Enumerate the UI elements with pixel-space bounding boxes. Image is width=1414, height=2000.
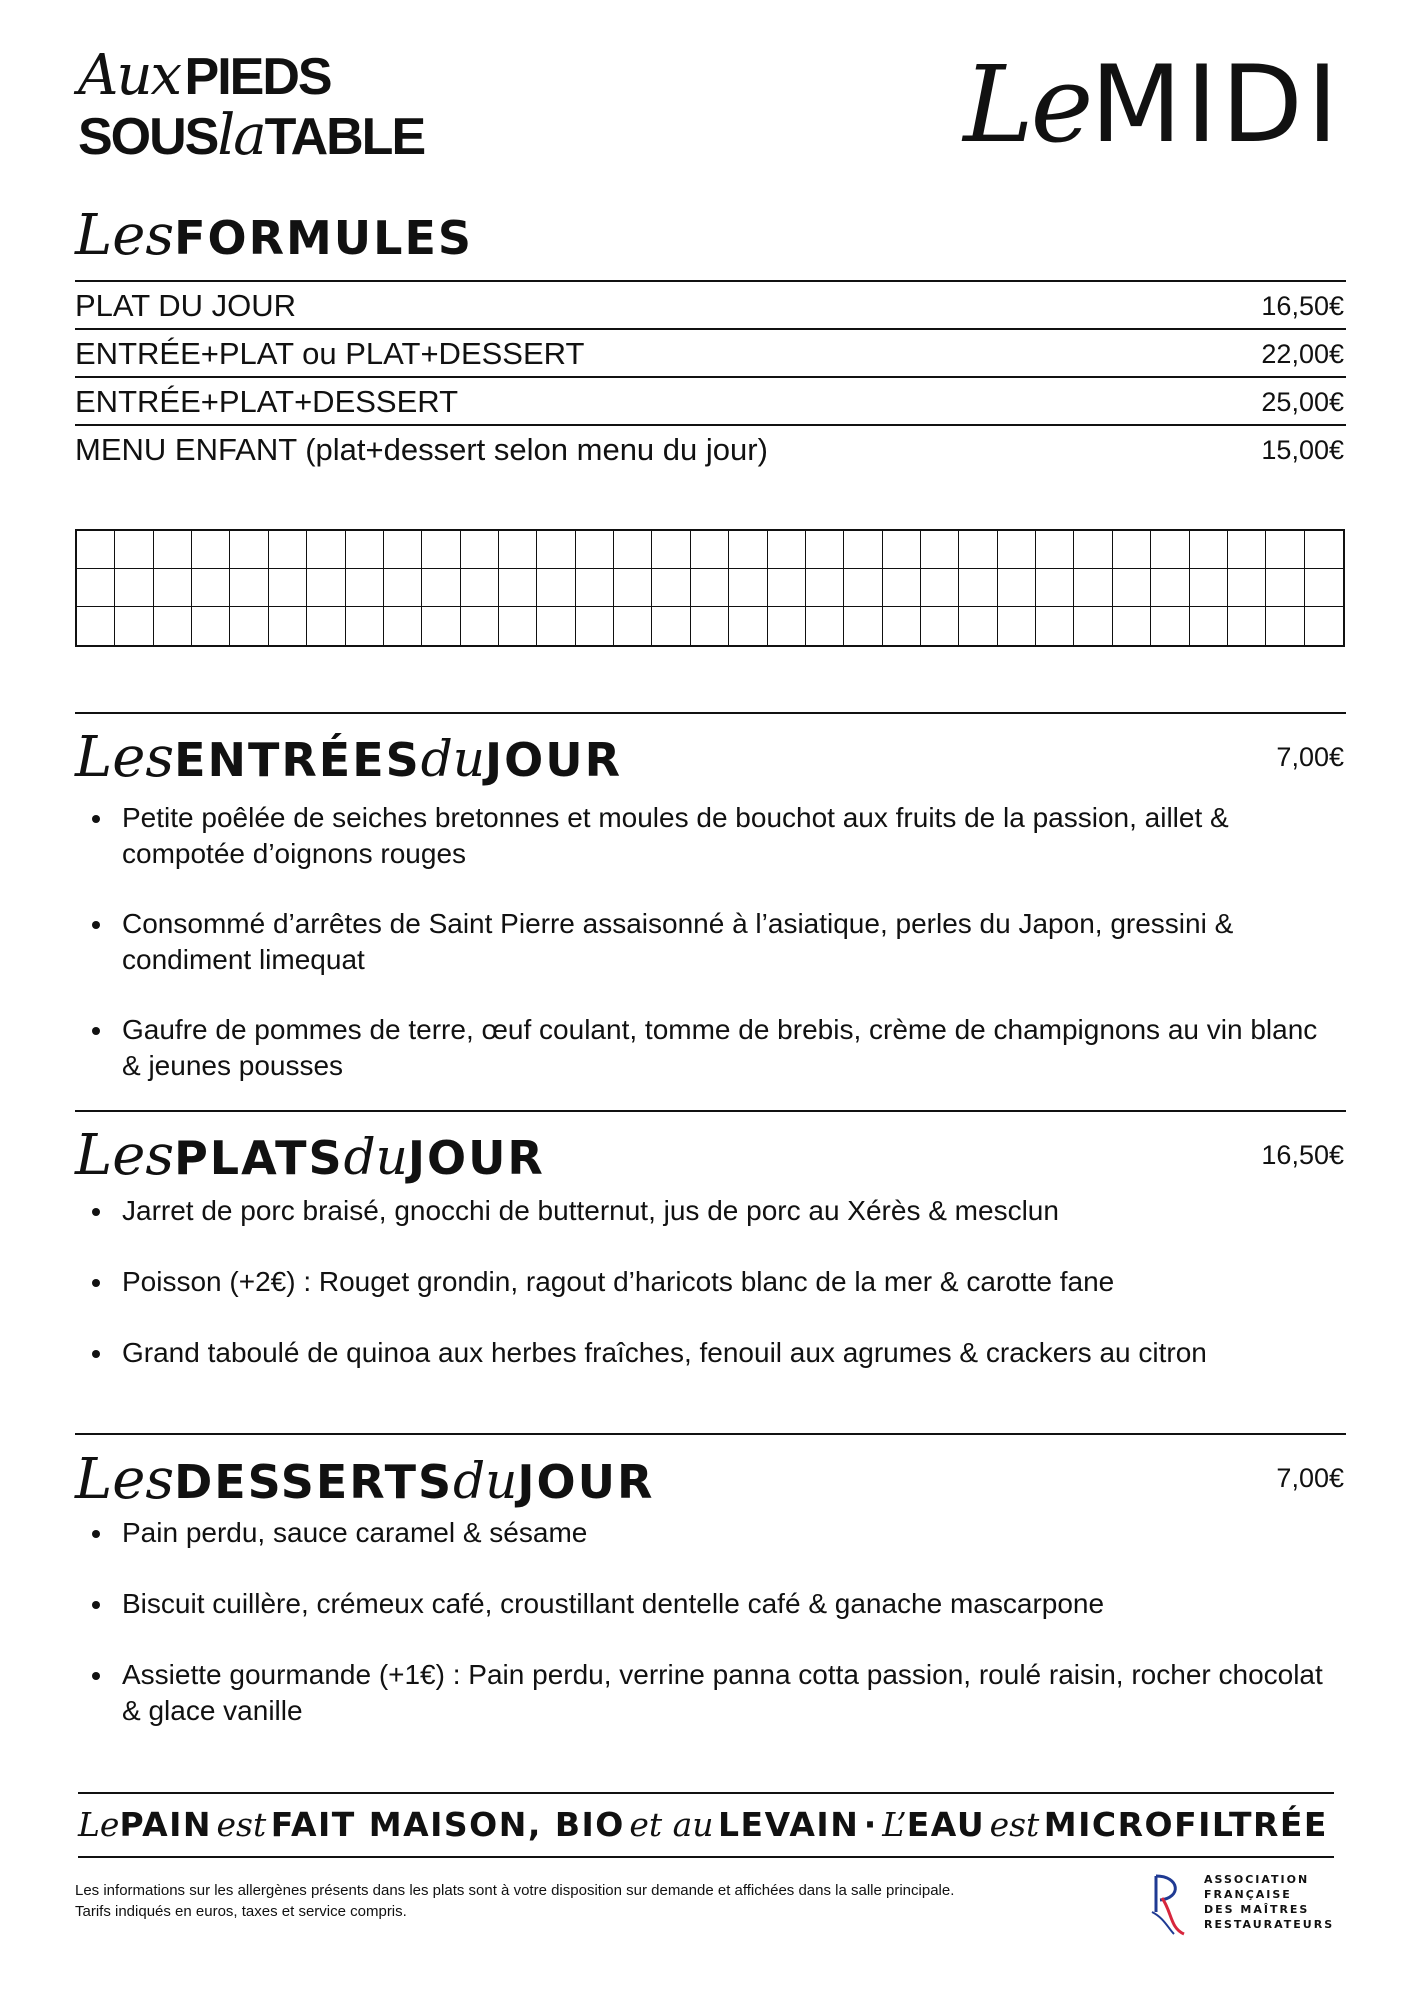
association-line: RESTAURATEURS bbox=[1204, 1918, 1335, 1931]
banner-separator: · bbox=[863, 1805, 878, 1844]
notice-line: Tarifs indiqués en euros, taxes et service compris. bbox=[75, 1903, 407, 1920]
banner-est: est bbox=[216, 1805, 267, 1844]
divider bbox=[75, 280, 1346, 282]
grid-cell bbox=[1190, 569, 1228, 607]
grid-cell bbox=[154, 569, 192, 607]
grid-cell bbox=[461, 569, 499, 607]
formule-row bbox=[75, 427, 1344, 473]
banner-microfiltree: MICROFILTRÉE bbox=[1043, 1805, 1328, 1844]
heading-word: DESSERTS bbox=[174, 1455, 454, 1509]
grid-cell bbox=[115, 607, 153, 645]
grid-cell bbox=[998, 531, 1036, 569]
grid-cell bbox=[269, 607, 307, 645]
banner-fait-maison: FAIT MAISON, BIO bbox=[270, 1805, 625, 1844]
divider bbox=[75, 712, 1346, 714]
grid-cell bbox=[346, 569, 384, 607]
grid-cell bbox=[230, 569, 268, 607]
grid-cell bbox=[1074, 569, 1112, 607]
formule-row bbox=[75, 283, 1344, 329]
association-name bbox=[1204, 1872, 1334, 1932]
formule-label: ENTRÉE+PLAT+DESSERT bbox=[75, 384, 459, 419]
grid-cell bbox=[230, 531, 268, 569]
grid-cell bbox=[77, 531, 115, 569]
heading-les: Les bbox=[75, 1447, 175, 1512]
formule-price: 25,00€ bbox=[1261, 386, 1344, 417]
grid-cell bbox=[499, 607, 537, 645]
heading-du: du bbox=[343, 1128, 408, 1186]
grid-cell bbox=[307, 531, 345, 569]
grid-cell bbox=[499, 569, 537, 607]
grid-cell bbox=[384, 607, 422, 645]
grid-cell bbox=[1305, 607, 1343, 645]
grid-cell bbox=[1151, 531, 1189, 569]
banner-eau: EAU bbox=[906, 1805, 986, 1844]
divider bbox=[78, 1856, 1334, 1858]
heading-les: Les bbox=[75, 203, 175, 268]
grid-cell bbox=[154, 607, 192, 645]
banner-l: L’ bbox=[882, 1805, 907, 1844]
logo-pieds: PIEDS bbox=[184, 48, 331, 106]
grid-cell bbox=[691, 607, 729, 645]
grid-cell bbox=[1266, 531, 1304, 569]
grid-cell bbox=[729, 607, 767, 645]
banner-levain: LEVAIN bbox=[718, 1805, 860, 1844]
grid-cell bbox=[537, 607, 575, 645]
maitres-restaurateurs-badge bbox=[1150, 1872, 1334, 1938]
grid-cell bbox=[461, 531, 499, 569]
grid-cell bbox=[115, 531, 153, 569]
formule-row bbox=[75, 379, 1344, 425]
formule-price: 16,50€ bbox=[1261, 290, 1344, 321]
plats-heading bbox=[75, 1123, 545, 1188]
notice-line: Les informations sur les allergènes présents dans les plats sont à votre disposition sur demande et affichées dans la salle principale. bbox=[75, 1882, 955, 1899]
list-item: Assiette gourmande (+1€) : Pain perdu, verrine panna cotta passion, roulé raisin, rocher chocolat & glace vanille bbox=[92, 1657, 1342, 1729]
grid-cell bbox=[1113, 569, 1151, 607]
grid-cell bbox=[652, 569, 690, 607]
logo-aux: Aux bbox=[78, 43, 181, 108]
grid-cell bbox=[1113, 607, 1151, 645]
grid-cell bbox=[576, 607, 614, 645]
heading-les: Les bbox=[75, 1123, 175, 1188]
decorative-grid bbox=[75, 529, 1345, 647]
grid-cell bbox=[307, 569, 345, 607]
grid-cell bbox=[614, 531, 652, 569]
list-item: Consommé d’arrêtes de Saint Pierre assaisonné à l’asiatique, perles du Japon, gressini & condiment limequat bbox=[92, 906, 1342, 978]
grid-cell bbox=[1151, 569, 1189, 607]
grid-cell bbox=[1074, 607, 1112, 645]
grid-cell bbox=[1036, 569, 1074, 607]
grid-cell bbox=[883, 569, 921, 607]
desserts-list bbox=[92, 1515, 1342, 1729]
desserts-price: 7,00€ bbox=[1276, 1463, 1344, 1493]
grid-cell bbox=[729, 569, 767, 607]
grid-cell bbox=[806, 531, 844, 569]
grid-cell bbox=[192, 531, 230, 569]
grid-cell bbox=[346, 607, 384, 645]
banner-le: Le bbox=[78, 1805, 120, 1844]
grid-cell bbox=[883, 607, 921, 645]
entrees-heading bbox=[75, 725, 622, 790]
heading-jour: JOUR bbox=[517, 1455, 655, 1509]
grid-cell bbox=[844, 569, 882, 607]
heading-jour: JOUR bbox=[407, 1131, 545, 1185]
grid-cell bbox=[1036, 607, 1074, 645]
grid-cell bbox=[384, 569, 422, 607]
heading-les: Les bbox=[75, 725, 175, 790]
formules-heading bbox=[75, 203, 474, 268]
grid-cell bbox=[806, 607, 844, 645]
divider bbox=[78, 1792, 1334, 1794]
grid-cell bbox=[269, 531, 307, 569]
service-title-le: Le bbox=[963, 43, 1091, 166]
banner-est: est bbox=[989, 1805, 1040, 1844]
grid-cell bbox=[1151, 607, 1189, 645]
bread-water-banner bbox=[78, 1805, 1328, 1844]
grid-cell bbox=[1228, 569, 1266, 607]
grid-cell bbox=[422, 607, 460, 645]
grid-cell bbox=[729, 531, 767, 569]
grid-cell bbox=[576, 531, 614, 569]
list-item: Jarret de porc braisé, gnocchi de butternut, jus de porc au Xérès & mesclun bbox=[92, 1193, 1342, 1229]
grid-cell bbox=[422, 531, 460, 569]
grid-cell bbox=[691, 569, 729, 607]
list-item: Pain perdu, sauce caramel & sésame bbox=[92, 1515, 1342, 1551]
grid-cell bbox=[959, 531, 997, 569]
grid-cell bbox=[77, 607, 115, 645]
grid-cell bbox=[1190, 531, 1228, 569]
grid-cell bbox=[1305, 569, 1343, 607]
grid-cell bbox=[1266, 607, 1304, 645]
heading-jour: JOUR bbox=[485, 733, 622, 787]
grid-cell bbox=[537, 531, 575, 569]
heading-word: FORMULES bbox=[174, 211, 474, 265]
divider bbox=[75, 1433, 1346, 1435]
service-title-midi: MIDI bbox=[1090, 43, 1342, 166]
grid-cell bbox=[998, 607, 1036, 645]
grid-cell bbox=[652, 607, 690, 645]
divider bbox=[75, 424, 1346, 426]
grid-cell bbox=[1190, 607, 1228, 645]
formule-label: MENU ENFANT (plat+dessert selon menu du jour) bbox=[75, 432, 768, 467]
grid-cell bbox=[1036, 531, 1074, 569]
grid-cell bbox=[537, 569, 575, 607]
restaurant-logo bbox=[78, 43, 425, 168]
grid-cell bbox=[499, 531, 537, 569]
logo-la: la bbox=[217, 103, 265, 168]
grid-cell bbox=[768, 531, 806, 569]
maitres-restaurateurs-logo-icon bbox=[1150, 1872, 1188, 1938]
grid-cell bbox=[768, 607, 806, 645]
formule-row bbox=[75, 331, 1344, 377]
grid-cell bbox=[844, 531, 882, 569]
divider bbox=[75, 1110, 1346, 1112]
grid-cell bbox=[346, 531, 384, 569]
grid-cell bbox=[1074, 531, 1112, 569]
grid-cell bbox=[461, 607, 499, 645]
grid-cell bbox=[1305, 531, 1343, 569]
grid-cell bbox=[115, 569, 153, 607]
grid-cell bbox=[1228, 531, 1266, 569]
grid-cell bbox=[652, 531, 690, 569]
heading-word: PLATS bbox=[174, 1131, 344, 1185]
grid-cell bbox=[959, 569, 997, 607]
grid-cell bbox=[691, 531, 729, 569]
grid-cell bbox=[269, 569, 307, 607]
list-item: Biscuit cuillère, crémeux café, croustillant dentelle café & ganache mascarpone bbox=[92, 1586, 1342, 1622]
grid-cell bbox=[1266, 569, 1304, 607]
grid-cell bbox=[921, 607, 959, 645]
formule-label: PLAT DU JOUR bbox=[75, 288, 297, 323]
grid-cell bbox=[77, 569, 115, 607]
list-item: Grand taboulé de quinoa aux herbes fraîches, fenouil aux agrumes & crackers au citron bbox=[92, 1335, 1342, 1371]
grid-cell bbox=[959, 607, 997, 645]
heading-du: du bbox=[420, 730, 485, 788]
logo-sous: SOUS bbox=[78, 108, 218, 166]
association-line: FRANÇAISE bbox=[1204, 1888, 1292, 1901]
grid-cell bbox=[230, 607, 268, 645]
grid-cell bbox=[1228, 607, 1266, 645]
grid-cell bbox=[1113, 531, 1151, 569]
allergen-notice bbox=[75, 1880, 1135, 1922]
plats-price: 16,50€ bbox=[1261, 1140, 1344, 1170]
formule-price: 15,00€ bbox=[1261, 434, 1344, 465]
grid-cell bbox=[844, 607, 882, 645]
banner-pain: PAIN bbox=[119, 1805, 213, 1844]
desserts-heading bbox=[75, 1447, 655, 1512]
entrees-price: 7,00€ bbox=[1276, 742, 1344, 772]
grid-cell bbox=[192, 569, 230, 607]
list-item: Gaufre de pommes de terre, œuf coulant, tomme de brebis, crème de champignons au vin blanc & jeunes pousses bbox=[92, 1012, 1342, 1084]
grid-cell bbox=[921, 569, 959, 607]
service-title bbox=[963, 43, 1342, 166]
association-line: ASSOCIATION bbox=[1204, 1873, 1310, 1886]
plats-list bbox=[92, 1193, 1342, 1371]
grid-cell bbox=[192, 607, 230, 645]
heading-du: du bbox=[453, 1452, 518, 1510]
formule-price: 22,00€ bbox=[1261, 338, 1344, 369]
grid-cell bbox=[422, 569, 460, 607]
logo-table: TABLE bbox=[264, 108, 425, 166]
list-item: Petite poêlée de seiches bretonnes et moules de bouchot aux fruits de la passion, aillet & compotée d’oignons rouges bbox=[92, 800, 1342, 872]
association-line: DES MAÎTRES bbox=[1204, 1903, 1310, 1916]
banner-et-au: et au bbox=[629, 1805, 714, 1844]
entrees-list bbox=[92, 800, 1342, 1084]
divider bbox=[75, 376, 1346, 378]
grid-cell bbox=[883, 531, 921, 569]
grid-cell bbox=[384, 531, 422, 569]
formule-label: ENTRÉE+PLAT ou PLAT+DESSERT bbox=[75, 336, 585, 371]
grid-cell bbox=[806, 569, 844, 607]
grid-cell bbox=[998, 569, 1036, 607]
grid-cell bbox=[576, 569, 614, 607]
divider bbox=[75, 328, 1346, 330]
heading-word: ENTRÉES bbox=[174, 733, 421, 787]
grid-cell bbox=[154, 531, 192, 569]
grid-cell bbox=[307, 607, 345, 645]
grid-cell bbox=[768, 569, 806, 607]
list-item: Poisson (+2€) : Rouget grondin, ragout d’haricots blanc de la mer & carotte fane bbox=[92, 1264, 1342, 1300]
grid-cell bbox=[614, 569, 652, 607]
grid-cell bbox=[614, 607, 652, 645]
grid-cell bbox=[921, 531, 959, 569]
